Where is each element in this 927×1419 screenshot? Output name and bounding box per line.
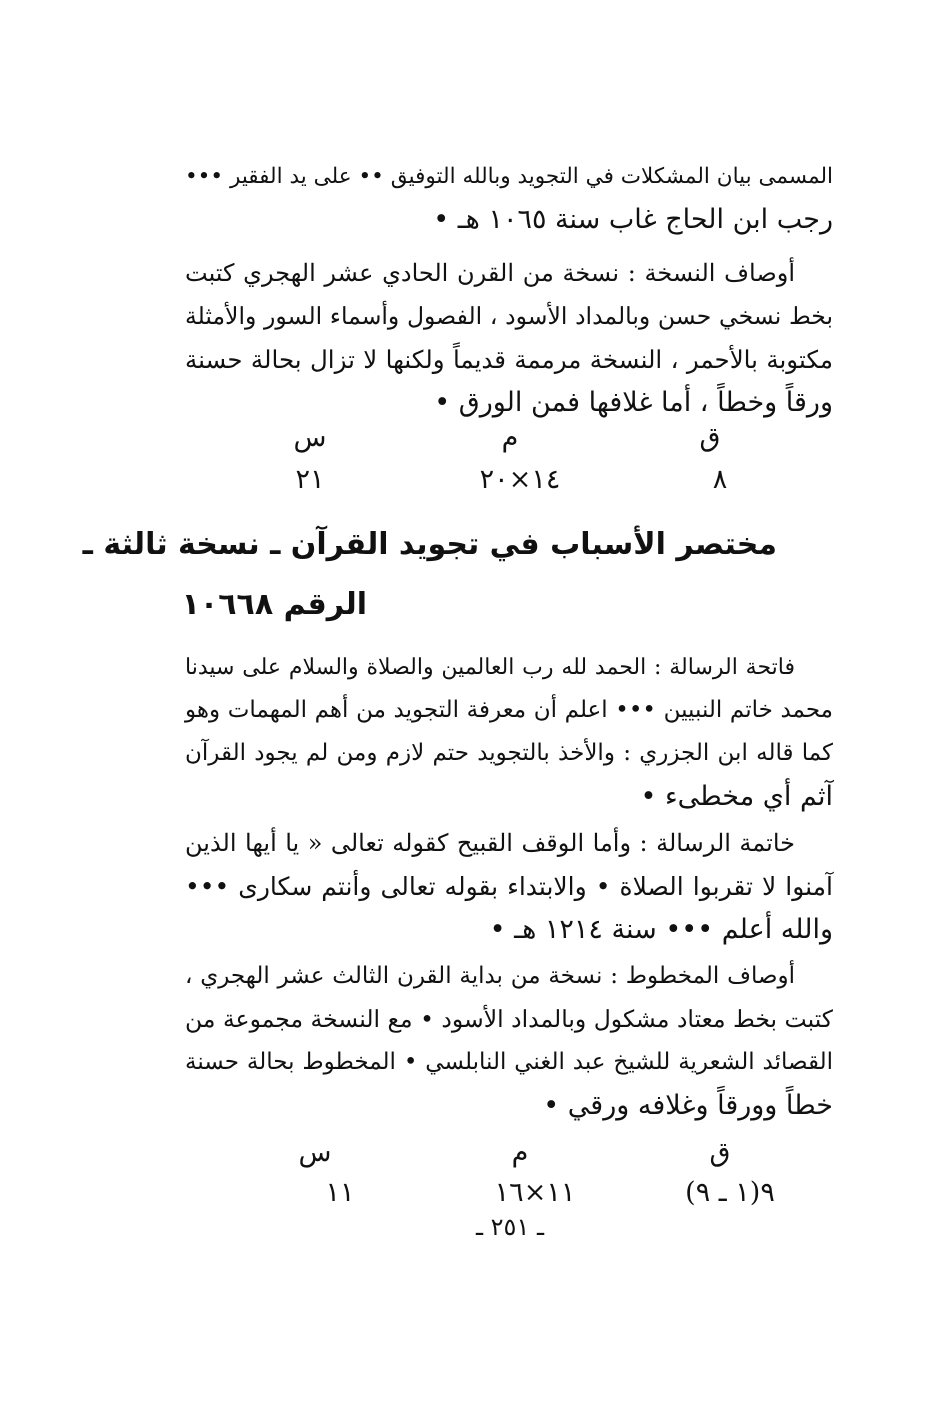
text-line: آمنوا لا تقربوا الصلاة • والابتداء بقوله تعالى وأنتم سكارى ••• bbox=[185, 872, 833, 901]
m-label: م bbox=[501, 422, 519, 453]
m-value: ١١×١٦ bbox=[494, 1177, 576, 1208]
text-line: والله أعلم ••• سنة ١٢١٤ هـ • bbox=[489, 914, 833, 945]
s-label: س bbox=[293, 422, 327, 453]
section-heading: مختصر الأسباب في تجويد القرآن ـ نسخة ثالثة ـ bbox=[82, 527, 777, 562]
text-line: كما قاله ابن الجزري : والأخذ بالتجويد حتم لازم ومن لم يجود القرآن bbox=[185, 740, 833, 766]
text-line: خطاً وورقاً وغلافه ورقي • bbox=[543, 1090, 833, 1121]
manuscript-number: الرقم ١٠٦٦٨ bbox=[181, 587, 367, 622]
m-label: م bbox=[511, 1137, 529, 1168]
text-line: خاتمة الرسالة : وأما الوقف القبيح كقوله تعالى « يا أيها الذين bbox=[185, 829, 795, 857]
m-value: ١٤×٢٠ bbox=[479, 464, 561, 495]
text-line: كتبت بخط معتاد مشكول وبالمداد الأسود • مع النسخة مجموعة من bbox=[185, 1005, 833, 1033]
q-label: ق bbox=[699, 422, 721, 453]
text-line: ورقاً وخطاً ، أما غلافها فمن الورق • bbox=[434, 387, 833, 418]
s-value: ٢١ bbox=[295, 464, 325, 495]
manuscript-condition-paragraph bbox=[185, 955, 833, 1127]
text-line: المسمى بيان المشكلات في التجويد وبالله التوفيق •• على يد الفقير ••• bbox=[185, 164, 833, 189]
text-line: مكتوبة بالأحمر ، النسخة مرممة قديماً ولكنها لا تزال بحالة حسنة bbox=[185, 345, 833, 374]
text-line: محمد خاتم النبيين ••• اعلم أن معرفة التجويد من أهم المهمات وهو bbox=[185, 697, 833, 723]
text-line: رجب ابن الحاج غاب سنة ١٠٦٥ هـ • bbox=[433, 204, 833, 235]
closing-paragraph bbox=[185, 822, 833, 951]
manuscript-description-paragraph bbox=[185, 252, 833, 424]
opening-paragraph bbox=[185, 646, 833, 818]
q-value: ٨ bbox=[712, 464, 728, 495]
s-value: ١١ bbox=[325, 1177, 355, 1208]
text-line: بخط نسخي حسن وبالمداد الأسود ، الفصول وأسماء السور والأمثلة bbox=[185, 302, 833, 330]
s-label: س bbox=[298, 1137, 332, 1168]
text-line: القصائد الشعرية للشيخ عبد الغني النابلسي • المخطوط بحالة حسنة bbox=[185, 1049, 833, 1075]
intro-paragraph bbox=[185, 155, 833, 241]
q-label: ق bbox=[709, 1137, 731, 1168]
q-value: ٩(١ ـ ٩) bbox=[685, 1177, 775, 1208]
page-number: ـ ٢٥١ ـ bbox=[475, 1213, 544, 1241]
text-line: أوصاف المخطوط : نسخة من بداية القرن الثالث عشر الهجري ، bbox=[185, 963, 795, 989]
text-line: آثم أي مخطىء • bbox=[640, 781, 833, 812]
text-line: أوصاف النسخة : نسخة من القرن الحادي عشر الهجري كتبت bbox=[185, 259, 795, 287]
text-line: فاتحة الرسالة : الحمد لله رب العالمين والصلاة والسلام على سيدنا bbox=[185, 655, 795, 680]
